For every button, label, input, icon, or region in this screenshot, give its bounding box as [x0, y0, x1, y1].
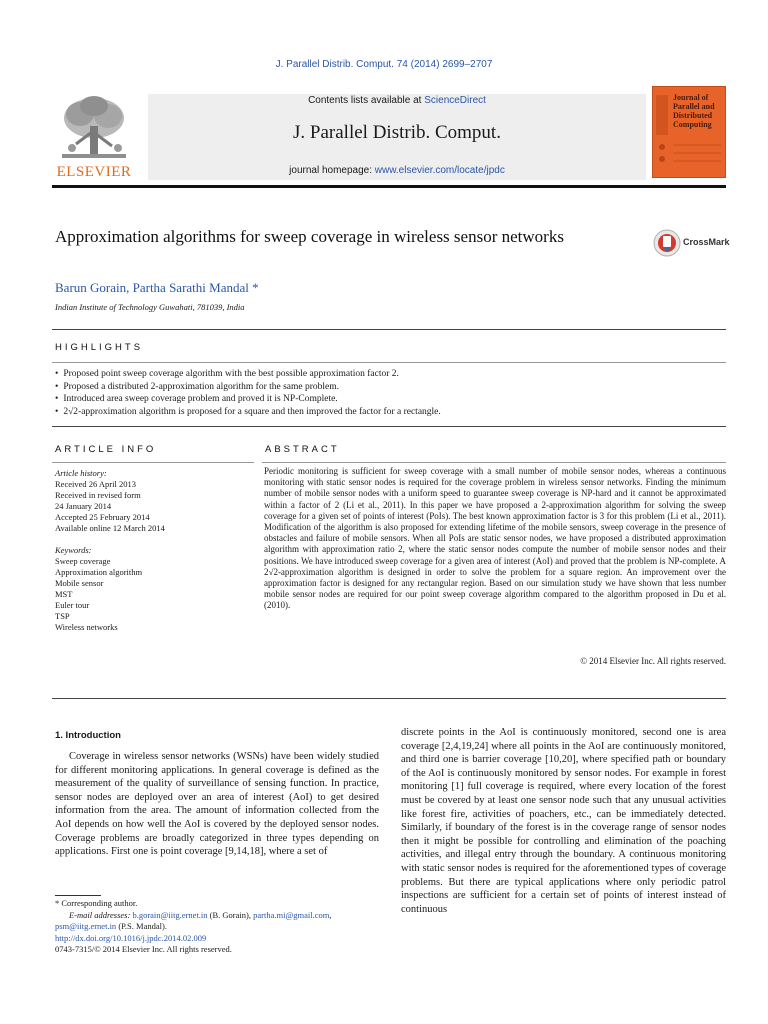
article-info-panel [55, 468, 255, 633]
email-owner: (P.S. Mandal). [116, 921, 167, 931]
email-addresses [55, 910, 385, 922]
affiliation: Indian Institute of Technology Guwahati, 781039, India [55, 302, 245, 312]
keyword: Sweep coverage [55, 556, 111, 566]
doi-link[interactable]: http://dx.doi.org/10.1016/j.jpdc.2014.02.009 [55, 932, 207, 943]
elsevier-wordmark: ELSEVIER [56, 164, 132, 180]
history-line: Received in revised form [55, 490, 141, 500]
abstract-copyright: © 2014 Elsevier Inc. All rights reserved. [580, 656, 726, 666]
highlights-divider [52, 362, 726, 363]
keyword: TSP [55, 611, 70, 621]
email-separator: , [329, 909, 332, 920]
keyword: Approximation algorithm [55, 567, 143, 577]
header-divider [52, 185, 726, 188]
footnotes [55, 898, 385, 956]
journal-name: J. Parallel Distrib. Comput. [293, 122, 501, 143]
history-line: Accepted 25 February 2014 [55, 512, 150, 522]
contents-availability-line [148, 95, 646, 106]
paper-title: Approximation algorithms for sweep coverage in wireless sensor networks [55, 227, 564, 246]
cover-decoration [653, 87, 727, 179]
intro-right-column: discrete points in the AoI is continuously monitored, second one is area coverage [2,4,19,24] where all points in the AoI are continuously monitored, and third one is barrier coverage [10,20], where specified path or boundary of the AoI is continuously monitored by sensor nodes. For example in forest monitoring [1] full coverage is required, where every location of the forest must be covered by at least one sensor node such that any unusual activities like forest fire, activities of poachers, etc., can be immediately detected. Similarly, if boundary of the forest is in the coverage range of sensor nodes then it might be possible for controlling and elimination of the poaching activities, and illegal entry through the boundary. A continuous monitoring with static sensor nodes is required for the aforementioned types of coverage problems. But there are typical applications where only periodic patrol inspections are sufficient for a certain set of points of interest instead of continuous [401, 727, 726, 915]
email-owner: (B. Gorain), [207, 909, 254, 920]
contents-prefix: Contents lists available at [308, 95, 425, 106]
homepage-prefix: journal homepage: [289, 165, 375, 176]
abstract-text: Periodic monitoring is sufficient for sweep coverage with a small number of mobile sensor nodes, whereas a continuous monitoring with static sensor nodes is required for the coverage problem in wireless sensor networks. Finding the minimum number of mobile sensor nodes with a uniform speed to guarantee sweep coverage is NP-hard and it cannot be approximated within a factor of 2 (Li et al., 2011). In this paper we have proposed a 2-approximation algorithm for solving the sweep coverage for a given set of points of interest (PoIs). The best known approximation factor is 3 for this problem (Li et al., 2011). Modification of the algorithm is also proposed for extending lifetime of the mobile sensors, sweep coverage in the presence of obstacles and failure of mobile sensors. When all PoIs are static sensor nodes, we have proposed a distributed approximation algorithm with approximation ratio 2, where the static sensor nodes compute the number of mobile sensor nodes and their positions. We have introduced sweep coverage for a given area of interest (AoI) and proved that the problem is NP-complete. A 2√2-approximation algorithm is designed in order to solve the problem for a square region. An improvement over the approximation factor is designed for any rectangular region. Based on our simulation study we have shown that less number mobile sensor nodes are required for our point sweep coverage algorithm compared to the algorithm proposed in Du et al. (2010). [264, 466, 726, 611]
highlight-item: • Introduced area sweep coverage problem and proved it is NP-Complete. [55, 393, 725, 406]
cover-title: Journal of Parallel and Distributed Computing [673, 93, 715, 129]
highlight-item: • Proposed point sweep coverage algorithm with the best possible approximation factor 2. [55, 368, 725, 381]
article-info-divider [52, 462, 254, 463]
abstract-divider [262, 462, 726, 463]
issn-line: 0743-7315/© 2014 Elsevier Inc. All rights reserved. [55, 944, 232, 954]
footnote-divider [55, 895, 101, 896]
authors-line[interactable]: Barun Gorain, Partha Sarathi Mandal * [55, 280, 259, 295]
history-line: 24 January 2014 [55, 501, 112, 511]
highlight-item: • 2√2-approximation algorithm is proposed for a square and then improved the factor for a rectangle. [55, 406, 725, 419]
keyword: Mobile sensor [55, 578, 104, 588]
journal-homepage-line [148, 165, 646, 176]
keyword: Wireless networks [55, 622, 118, 632]
journal-homepage-link[interactable]: www.elsevier.com/locate/jpdc [374, 165, 505, 176]
journal-citation[interactable]: J. Parallel Distrib. Comput. 74 (2014) 2699–2707 [275, 59, 493, 70]
section-divider [52, 329, 726, 330]
journal-cover-image [652, 86, 726, 178]
keyword: MST [55, 589, 73, 599]
email-addresses-cont [55, 921, 385, 933]
section-divider [52, 698, 726, 699]
history-line: Received 26 April 2013 [55, 479, 136, 489]
article-info-heading: ARTICLE INFO [55, 444, 157, 455]
keywords-label: Keywords: [55, 545, 92, 555]
sciencedirect-link[interactable]: ScienceDirect [424, 95, 486, 106]
corresponding-author-note: * Corresponding author. [55, 898, 138, 908]
highlights-heading: HIGHLIGHTS [55, 342, 144, 353]
email-label: E-mail addresses: [69, 909, 133, 920]
history-line: Available online 12 March 2014 [55, 523, 165, 533]
highlights-list [55, 368, 725, 418]
section-divider [52, 426, 726, 427]
abstract-heading: ABSTRACT [265, 444, 340, 455]
history-label: Article history: [55, 468, 107, 478]
crossmark-label[interactable]: CrossMark [683, 237, 730, 247]
intro-left-column: Coverage in wireless sensor networks (WSNs) have been widely studied for different monitoring applications. In general coverage is defined as the measurement of the quality of surveillance of sensing function. In practice, sensor nodes are deployed over an area of interest (AoI) to get desired information from the area. The amount of information collected from the AoI depends on how well the AoI is covered by the deployed sensor nodes. Coverage problems are broadly categorized in three types depending on applications. First one is point coverage [9,14,18], where a set of [55, 751, 379, 858]
introduction-heading: 1. Introduction [55, 730, 121, 741]
email-link-gorain[interactable]: b.gorain@iitg.ernet.in [132, 909, 208, 920]
email-link-partha[interactable]: partha.mi@gmail.com [253, 909, 330, 920]
keyword: Euler tour [55, 600, 90, 610]
email-link-psm[interactable]: psm@iitg.ernet.in [55, 921, 117, 931]
highlight-item: • Proposed a distributed 2-approximation algorithm for the same problem. [55, 381, 725, 394]
